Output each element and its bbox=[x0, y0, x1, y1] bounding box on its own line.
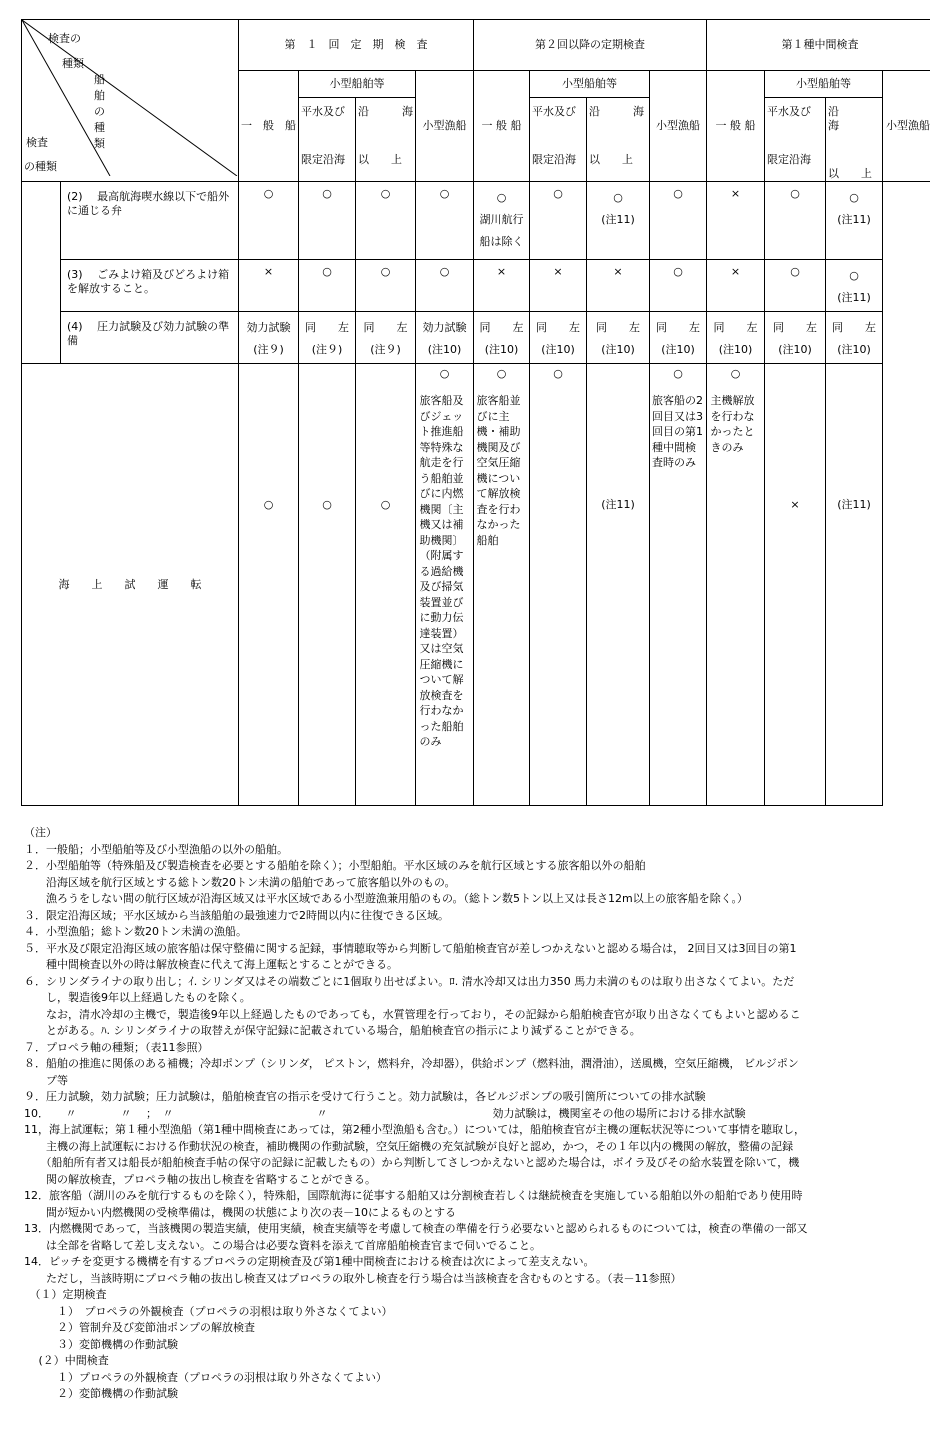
col-general: 一 般 船 bbox=[474, 71, 530, 182]
cell: ○ bbox=[299, 260, 356, 312]
cell: × bbox=[707, 260, 765, 312]
note-line: ただし，当該時期にプロペラ軸の抜出し検査又はプロペラの取外し検査を行う場合は当該検査を含むものとする。（表－11参照） bbox=[24, 1271, 682, 1285]
col-flat-a: 平水及び bbox=[532, 105, 577, 118]
cell: ○ bbox=[299, 364, 356, 806]
note-line: ６．シリンダライナの取り出し；ｲ. シリンダ又はその端数ごとに1個取り出せばよい。ﾛ. 清水冷却又は出力350 馬力未満のものは取り出さなくてよい。ただ bbox=[24, 974, 795, 988]
cell-note: 旅客船の2回目又は3回目の第1種中間検査時のみ bbox=[652, 394, 704, 469]
corner-header bbox=[22, 20, 239, 182]
note-line: 12．旅客船（湖川のみを航行するものを除く），特殊船，国際航海に従事する船舶又は分割検査若しくは継続検査を実施している船舶以外の船舶であり使用時 bbox=[24, 1189, 803, 1202]
note-line: プ等 bbox=[24, 1073, 68, 1087]
note-line: （船舶所有者又は船長が船舶検査手帖の保守の記録に記載したもの）から判断してさしつかえないと認めた場合は，ボイラ及びその給水装置を除いて，機 bbox=[24, 1156, 800, 1169]
cell: ○ bbox=[765, 182, 826, 260]
row-label: (2) 最高航海喫水線以下で船外に通じる弁 bbox=[61, 182, 239, 260]
col-coast-a: 沿 海 bbox=[589, 105, 645, 118]
note-line: ７．プロペラ軸の種類；（表11参照） bbox=[24, 1040, 209, 1054]
group-header-first: 第 １ 回 定 期 検 査 bbox=[239, 20, 474, 71]
col-coast bbox=[587, 98, 650, 182]
table-row bbox=[22, 312, 930, 364]
note-line: 14．ピッチを変更する機構を有するプロペラの定期検査及び第1種中間検査における検査は次によって差支えない。 bbox=[24, 1255, 595, 1268]
cell: 同 左 (注10) bbox=[826, 312, 883, 364]
col-coast-b: 以 上 bbox=[589, 153, 634, 166]
cell: ○ bbox=[239, 364, 299, 806]
cell: (注11) bbox=[826, 364, 883, 806]
cell: ○ bbox=[650, 182, 707, 260]
col-coast-b: 以 上 bbox=[828, 167, 873, 180]
cell: ○ bbox=[356, 182, 416, 260]
col-flat bbox=[530, 98, 587, 182]
corner-top-a: 検査の bbox=[48, 32, 81, 45]
col-flat-b: 限定沿海 bbox=[532, 153, 577, 166]
col-general: 一 般 船 bbox=[239, 71, 299, 182]
cell: ○ bbox=[765, 260, 826, 312]
cell: 同 左 (注10) bbox=[707, 312, 765, 364]
cell bbox=[416, 364, 474, 806]
group-header-interim: 第１種中間検査 bbox=[707, 20, 930, 71]
cell: 効力試験 (注10) bbox=[416, 312, 474, 364]
table-row bbox=[22, 260, 930, 312]
footnotes bbox=[24, 825, 904, 1403]
group-header-second: 第２回以降の定期検査 bbox=[474, 20, 707, 71]
note-line: ３．限定沿海区域；平水区域から当該船舶の最強速力で2時間以内に往復できる区域。 bbox=[24, 908, 449, 922]
note-line: なお，清水冷却の主機で，製造後9年以上経過したものであっても，水質管理を行っており，その記録から船舶検査官が取り出さなくてもよいと認めるこ bbox=[24, 1007, 801, 1021]
col-fishing: 小型漁船 bbox=[650, 71, 707, 182]
cell-mark: ○ bbox=[673, 367, 683, 380]
corner-mid-char: 舶 bbox=[94, 89, 105, 102]
sea-trial-label: 海 上 試 運 転 bbox=[22, 364, 239, 806]
note-line: １） プロペラの外観検査（プロペラの羽根は取り外さなくてよい） bbox=[24, 1304, 393, 1318]
note-line: 漁ろうをしない間の航行区域が沿海区域又は平水区域である小型遊漁兼用船のもの。（総トン数5トン以上又は長さ12m以上の旅客船を除く。） bbox=[24, 892, 749, 905]
cell: 同 左 (注10) bbox=[587, 312, 650, 364]
col-flat-a: 平水及び bbox=[767, 105, 812, 118]
cell: ○ bbox=[530, 364, 587, 806]
cell: ○ 湖川航行 船は除く bbox=[474, 182, 530, 260]
corner-mid-char: の bbox=[94, 105, 105, 118]
note-line: ２）変節機構の作動試験 bbox=[24, 1387, 178, 1400]
note-line: 11，海上試運転；第１種小型漁船（第1種中間検査にあっては，第2種小型漁船も含む。）については，船舶検査官が主機の運転状況等について事情を聴取し， bbox=[24, 1123, 805, 1136]
row-label: (4) 圧力試験及び効力試験の準備 bbox=[61, 312, 239, 364]
cell: ○ (注11) bbox=[826, 182, 883, 260]
cell bbox=[474, 364, 530, 806]
corner-mid-char: 類 bbox=[94, 137, 105, 150]
sea-trial-row bbox=[22, 364, 930, 806]
note-line: 間が短かい内燃機関の受検準備は，機関の状態により次の表－10によるものとする bbox=[24, 1205, 456, 1219]
note-line: 10． 〃 〃 ； 〃 〃 効力試験は，機関室その他の場所における排水試験 bbox=[24, 1106, 746, 1120]
cell: ○ (注11) bbox=[587, 182, 650, 260]
corner-bottom-b: の種類 bbox=[24, 160, 57, 173]
cell-mark: ○ bbox=[496, 367, 507, 380]
table-row bbox=[22, 182, 930, 260]
note-line: 13．内燃機関であって，当該機関の製造実績，使用実績，検査実績等を考慮して検査の準備を行う必要ないと認められるものについては，検査の準備の一部又 bbox=[24, 1222, 808, 1235]
cell-mark: ○ bbox=[730, 367, 741, 380]
cell: ○ bbox=[416, 182, 474, 260]
note-line: 主機の海上試運転における作動状況の検査，補助機関の作動試験，空気圧縮機の充気試験が良好と認め，かつ，その１年以内の機関の解放，整備の記録 bbox=[24, 1139, 794, 1153]
col-coast bbox=[356, 98, 416, 182]
cell: 同 左 (注10) bbox=[530, 312, 587, 364]
corner-bottom-a: 検査 bbox=[26, 136, 48, 149]
cell: ○ bbox=[356, 260, 416, 312]
note-line: ４．小型漁船；総トン数20トン未満の漁船。 bbox=[24, 925, 247, 938]
cell: ○ bbox=[356, 364, 416, 806]
small-ship-header: 小型船舶等 bbox=[530, 71, 650, 98]
cell: 効力試験 (注９) bbox=[239, 312, 299, 364]
col-coast-a: 沿 海 bbox=[358, 105, 414, 118]
cell-note: 旅客船並びに主機・補助機関及び空気圧縮機について解放検査を行わなかった船舶 bbox=[476, 394, 521, 547]
corner-mid bbox=[94, 72, 106, 152]
cell: 同 左 (注10) bbox=[474, 312, 530, 364]
col-flat bbox=[765, 98, 826, 182]
col-flat bbox=[299, 98, 356, 182]
note-line: ５．平水及び限定沿海区域の旅客船は保守整備に関する記録，事情聴取等から判断して船舶検査官が差しつかえないと認める場合は， 2回目又は3回目の第1 bbox=[24, 941, 797, 955]
corner-mid-char: 船 bbox=[94, 73, 105, 86]
cell: 同 左 (注９) bbox=[299, 312, 356, 364]
corner-top-b: 種類 bbox=[62, 57, 84, 70]
note-line: （注） bbox=[24, 826, 57, 839]
cell bbox=[650, 364, 707, 806]
note-line: ９．圧力試験，効力試験；圧力試験は，船舶検査官の指示を受けて行うこと。効力試験は，各ビルジポンプの吸引箇所についての排水試験 bbox=[24, 1090, 706, 1103]
col-flat-b: 限定沿海 bbox=[301, 153, 346, 166]
col-coast-a: 沿 海 bbox=[828, 105, 873, 132]
note-line: ２．小型船舶等（特殊船及び製造検査を必要とする船舶を除く）；小型船舶。平水区域のみを航行区域とする旅客船以外の船舶 bbox=[24, 859, 646, 872]
note-line: 種中間検査以外の時は解放検査に代えて海上運転とすることができる。 bbox=[24, 958, 398, 971]
corner-mid-char: 種 bbox=[94, 121, 105, 134]
cell: 同 左 (注10) bbox=[650, 312, 707, 364]
col-coast-b: 以 上 bbox=[358, 153, 403, 166]
cell: × bbox=[587, 260, 650, 312]
cell: × bbox=[765, 364, 826, 806]
col-flat-b: 限定沿海 bbox=[767, 153, 812, 166]
small-ship-header: 小型船舶等 bbox=[765, 71, 883, 98]
cell: 同 左 (注10) bbox=[765, 312, 826, 364]
cell: ○ bbox=[416, 260, 474, 312]
cell: (注11) bbox=[587, 364, 650, 806]
col-general: 一 般 船 bbox=[707, 71, 765, 182]
cell: × bbox=[530, 260, 587, 312]
note-line: ８．船舶の推進に関係のある補機；冷却ポンプ（シリンダ， ピストン，燃料弁，冷却器），供給ポンプ（燃料油，潤滑油），送風機，空気圧縮機， ビルジポン bbox=[24, 1057, 799, 1070]
cell-mark: ○ bbox=[439, 367, 450, 380]
note-line: （１）定期検査 bbox=[24, 1288, 107, 1301]
note-line: は全部を省略して差し支えない。この場合は必要な資料を添えて首席船舶検査官まで伺いでること。 bbox=[24, 1238, 541, 1252]
note-line: とがある。ﾊ. シリンダライナの取替えが保守記録に記載されている場合，船舶検査官の指示により減ずることができる。 bbox=[24, 1024, 641, 1037]
cell: × bbox=[474, 260, 530, 312]
cell: ○ bbox=[239, 182, 299, 260]
note-line: 沿海区域を航行区域とする総トン数20トン未満の船舶であって旅客船以外のもの。 bbox=[24, 875, 456, 889]
cell bbox=[707, 364, 765, 806]
cell-note: 旅客船及びジェット推進船等特殊な航走を行う船舶並びに内燃機関〔主機又は補助機関〕（附属する過給機及び掃気装置並びに動力伝達装置）又は空気圧縮機について解放検査を行わなかった船舶のみ bbox=[419, 394, 464, 748]
cell: ○ bbox=[530, 182, 587, 260]
col-coast bbox=[826, 98, 883, 182]
cell: ○ bbox=[299, 182, 356, 260]
empty-left-cell bbox=[22, 182, 61, 364]
note-line: し，製造後9年以上経過したものを除く。 bbox=[24, 991, 251, 1004]
note-line: ２）管制弁及び変節油ポンプの解放検査 bbox=[24, 1321, 255, 1334]
note-line: １）プロペラの外観検査（プロペラの羽根は取り外さなくてよい） bbox=[24, 1370, 387, 1384]
note-line: (２）中間検査 bbox=[24, 1354, 109, 1367]
note-line: 関の解放検査，プロペラ軸の抜出し検査を省略することができる。 bbox=[24, 1172, 376, 1186]
cell: × bbox=[707, 182, 765, 260]
note-line: ３）変節機構の作動試験 bbox=[24, 1337, 178, 1351]
cell: × bbox=[239, 260, 299, 312]
cell: 同 左 (注９) bbox=[356, 312, 416, 364]
cell-note: 主機解放を行わなかったときのみ bbox=[710, 394, 755, 454]
small-ship-header: 小型船舶等 bbox=[299, 71, 416, 98]
col-fishing: 小型漁船 bbox=[416, 71, 474, 182]
col-fishing: 小型漁船 bbox=[883, 71, 930, 182]
cell: ○ (注11) bbox=[826, 260, 883, 312]
note-line: １．一般船；小型船舶等及び小型漁船の以外の船舶。 bbox=[24, 842, 288, 856]
cell: ○ bbox=[650, 260, 707, 312]
row-label: (3) ごみよけ箱及びどろよけ箱を解放すること。 bbox=[61, 260, 239, 312]
col-flat-a: 平水及び bbox=[301, 105, 346, 118]
inspection-table bbox=[21, 19, 930, 806]
